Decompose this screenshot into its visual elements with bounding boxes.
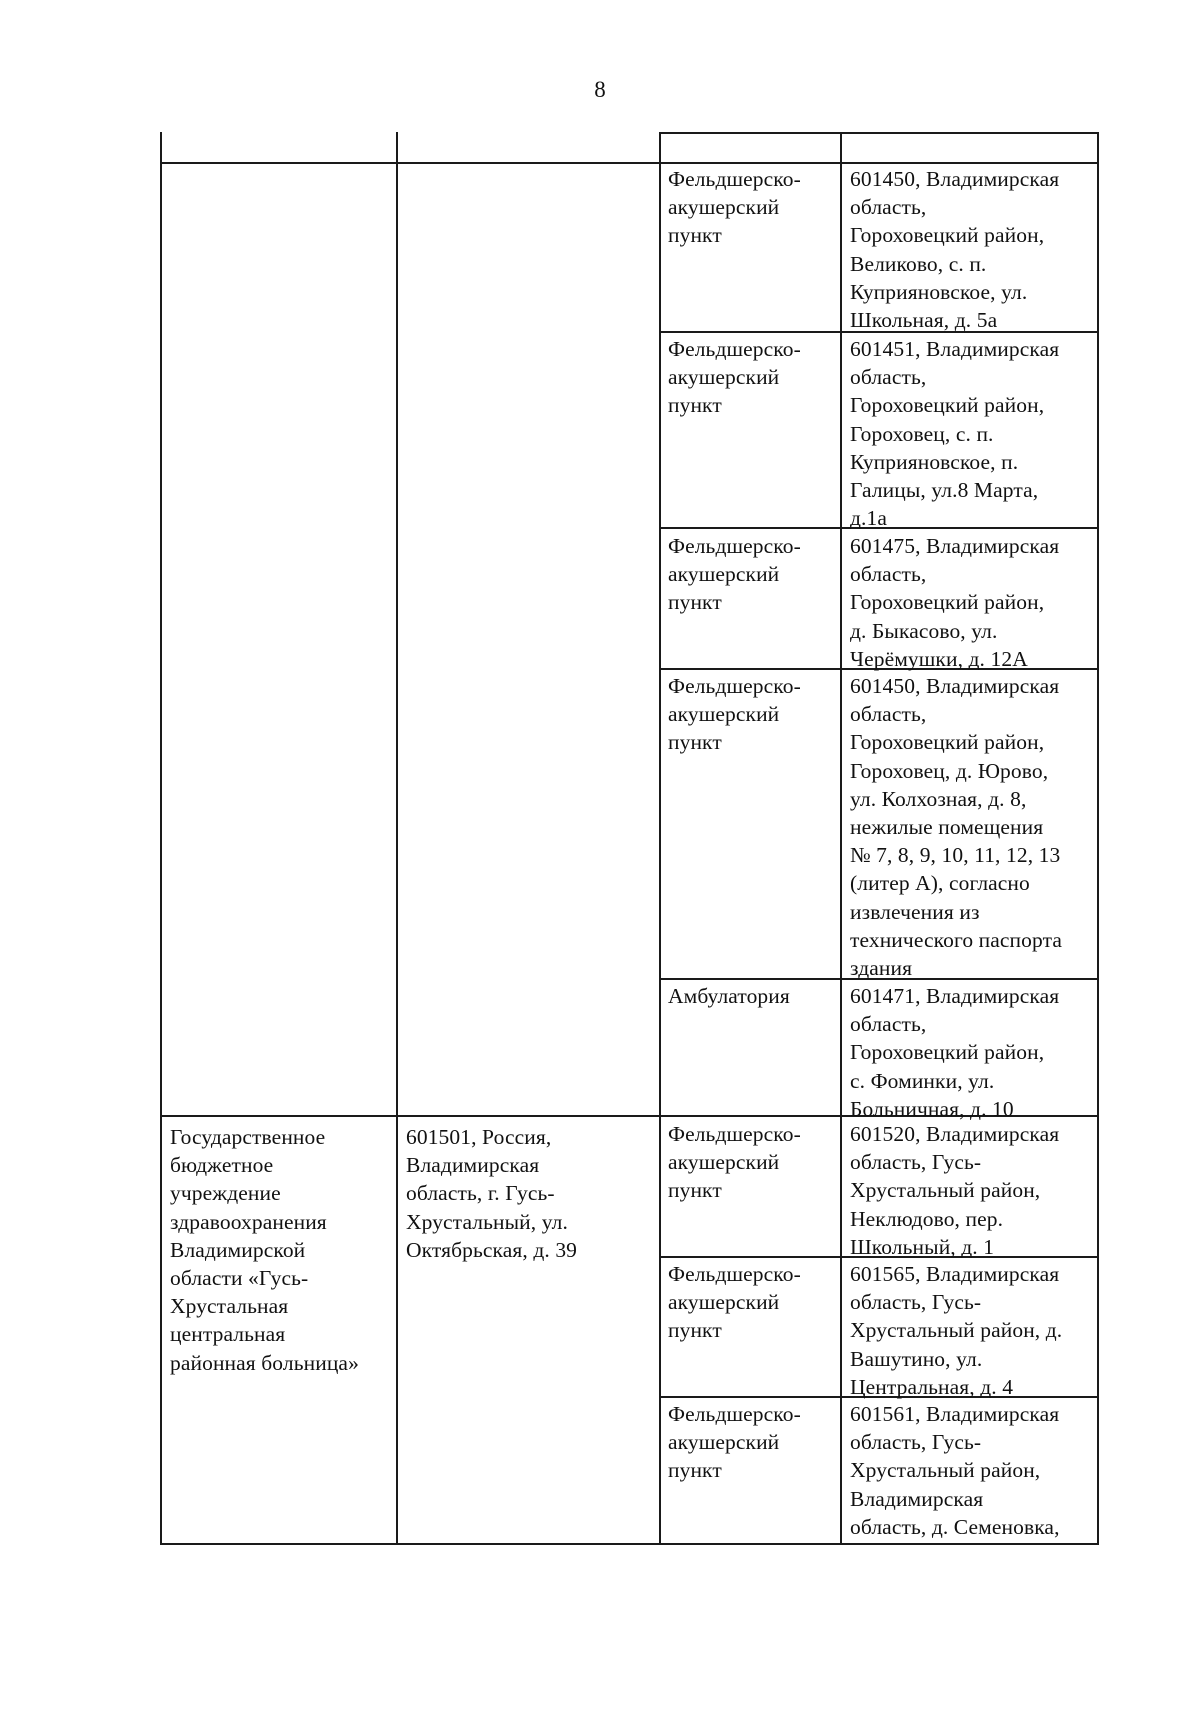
facility-address: 601565, Владимирская область, Гусь- Хрустальный район, д. Вашутино, ул. Центральная, д. 4: [850, 1262, 1063, 1399]
facility-address: 601451, Владимирская область, Гороховецкий район, Гороховец, с. п. Куприяновское, п. Галицы, ул.8 Марта, д.1а: [850, 337, 1060, 531]
table-header-top-border: [659, 132, 1099, 134]
facility-type: Фельдшерско- акушерский пункт: [668, 167, 801, 248]
facility-type: Фельдшерско- акушерский пункт: [668, 1122, 801, 1203]
facility-address: 601520, Владимирская область, Гусь- Хрустальный район, Неклюдово, пер. Школьный, д. 1: [850, 1122, 1060, 1259]
facility-type: Амбулатория: [668, 984, 790, 1008]
facility-address: 601475, Владимирская область, Гороховецкий район, д. Быкасово, ул. Черёмушки, д. 12А: [850, 534, 1060, 671]
table-header-bottom-border: [160, 162, 1099, 164]
facility-type: Фельдшерско- акушерский пункт: [668, 534, 801, 615]
institution-name: Государственное бюджетное учреждение здравоохранения Владимирской области «Гусь- Хрустальная центральная районная больница»: [170, 1125, 359, 1375]
facility-address: 601561, Владимирская область, Гусь- Хрустальный район, Владимирская область, д. Семеновка,: [850, 1402, 1060, 1539]
table-col2-border: [396, 132, 398, 1545]
page-number: 8: [594, 77, 606, 102]
institution-address: 601501, Россия, Владимирская область, г. Гусь- Хрустальный, ул. Октябрьская, д. 39: [406, 1125, 578, 1262]
facility-address: 601471, Владимирская область, Гороховецкий район, с. Фоминки, ул. Больничная, д. 10: [850, 984, 1060, 1121]
table-right-border: [1097, 132, 1099, 1545]
table-col3-border: [659, 132, 661, 1545]
table-col4-border: [840, 132, 842, 1545]
table-bottom-border: [160, 1543, 1099, 1545]
facility-type: Фельдшерско- акушерский пункт: [668, 1402, 801, 1483]
facility-type: Фельдшерско- акушерский пункт: [668, 674, 801, 755]
facility-address: 601450, Владимирская область, Гороховецкий район, Великово, с. п. Куприяновское, ул. Школьная, д. 5а: [850, 167, 1060, 333]
facility-type: Фельдшерско- акушерский пункт: [668, 337, 801, 418]
facility-type: Фельдшерско- акушерский пункт: [668, 1262, 801, 1343]
table-left-border: [160, 132, 162, 1545]
facility-address: 601450, Владимирская область, Гороховецкий район, Гороховец, д. Юрово, ул. Колхозная, д. 8, нежилые помещения № 7, 8, 9, 10, 11, 12, 13 (литер А), согласно извлечения из технического паспорта здания: [850, 674, 1062, 981]
